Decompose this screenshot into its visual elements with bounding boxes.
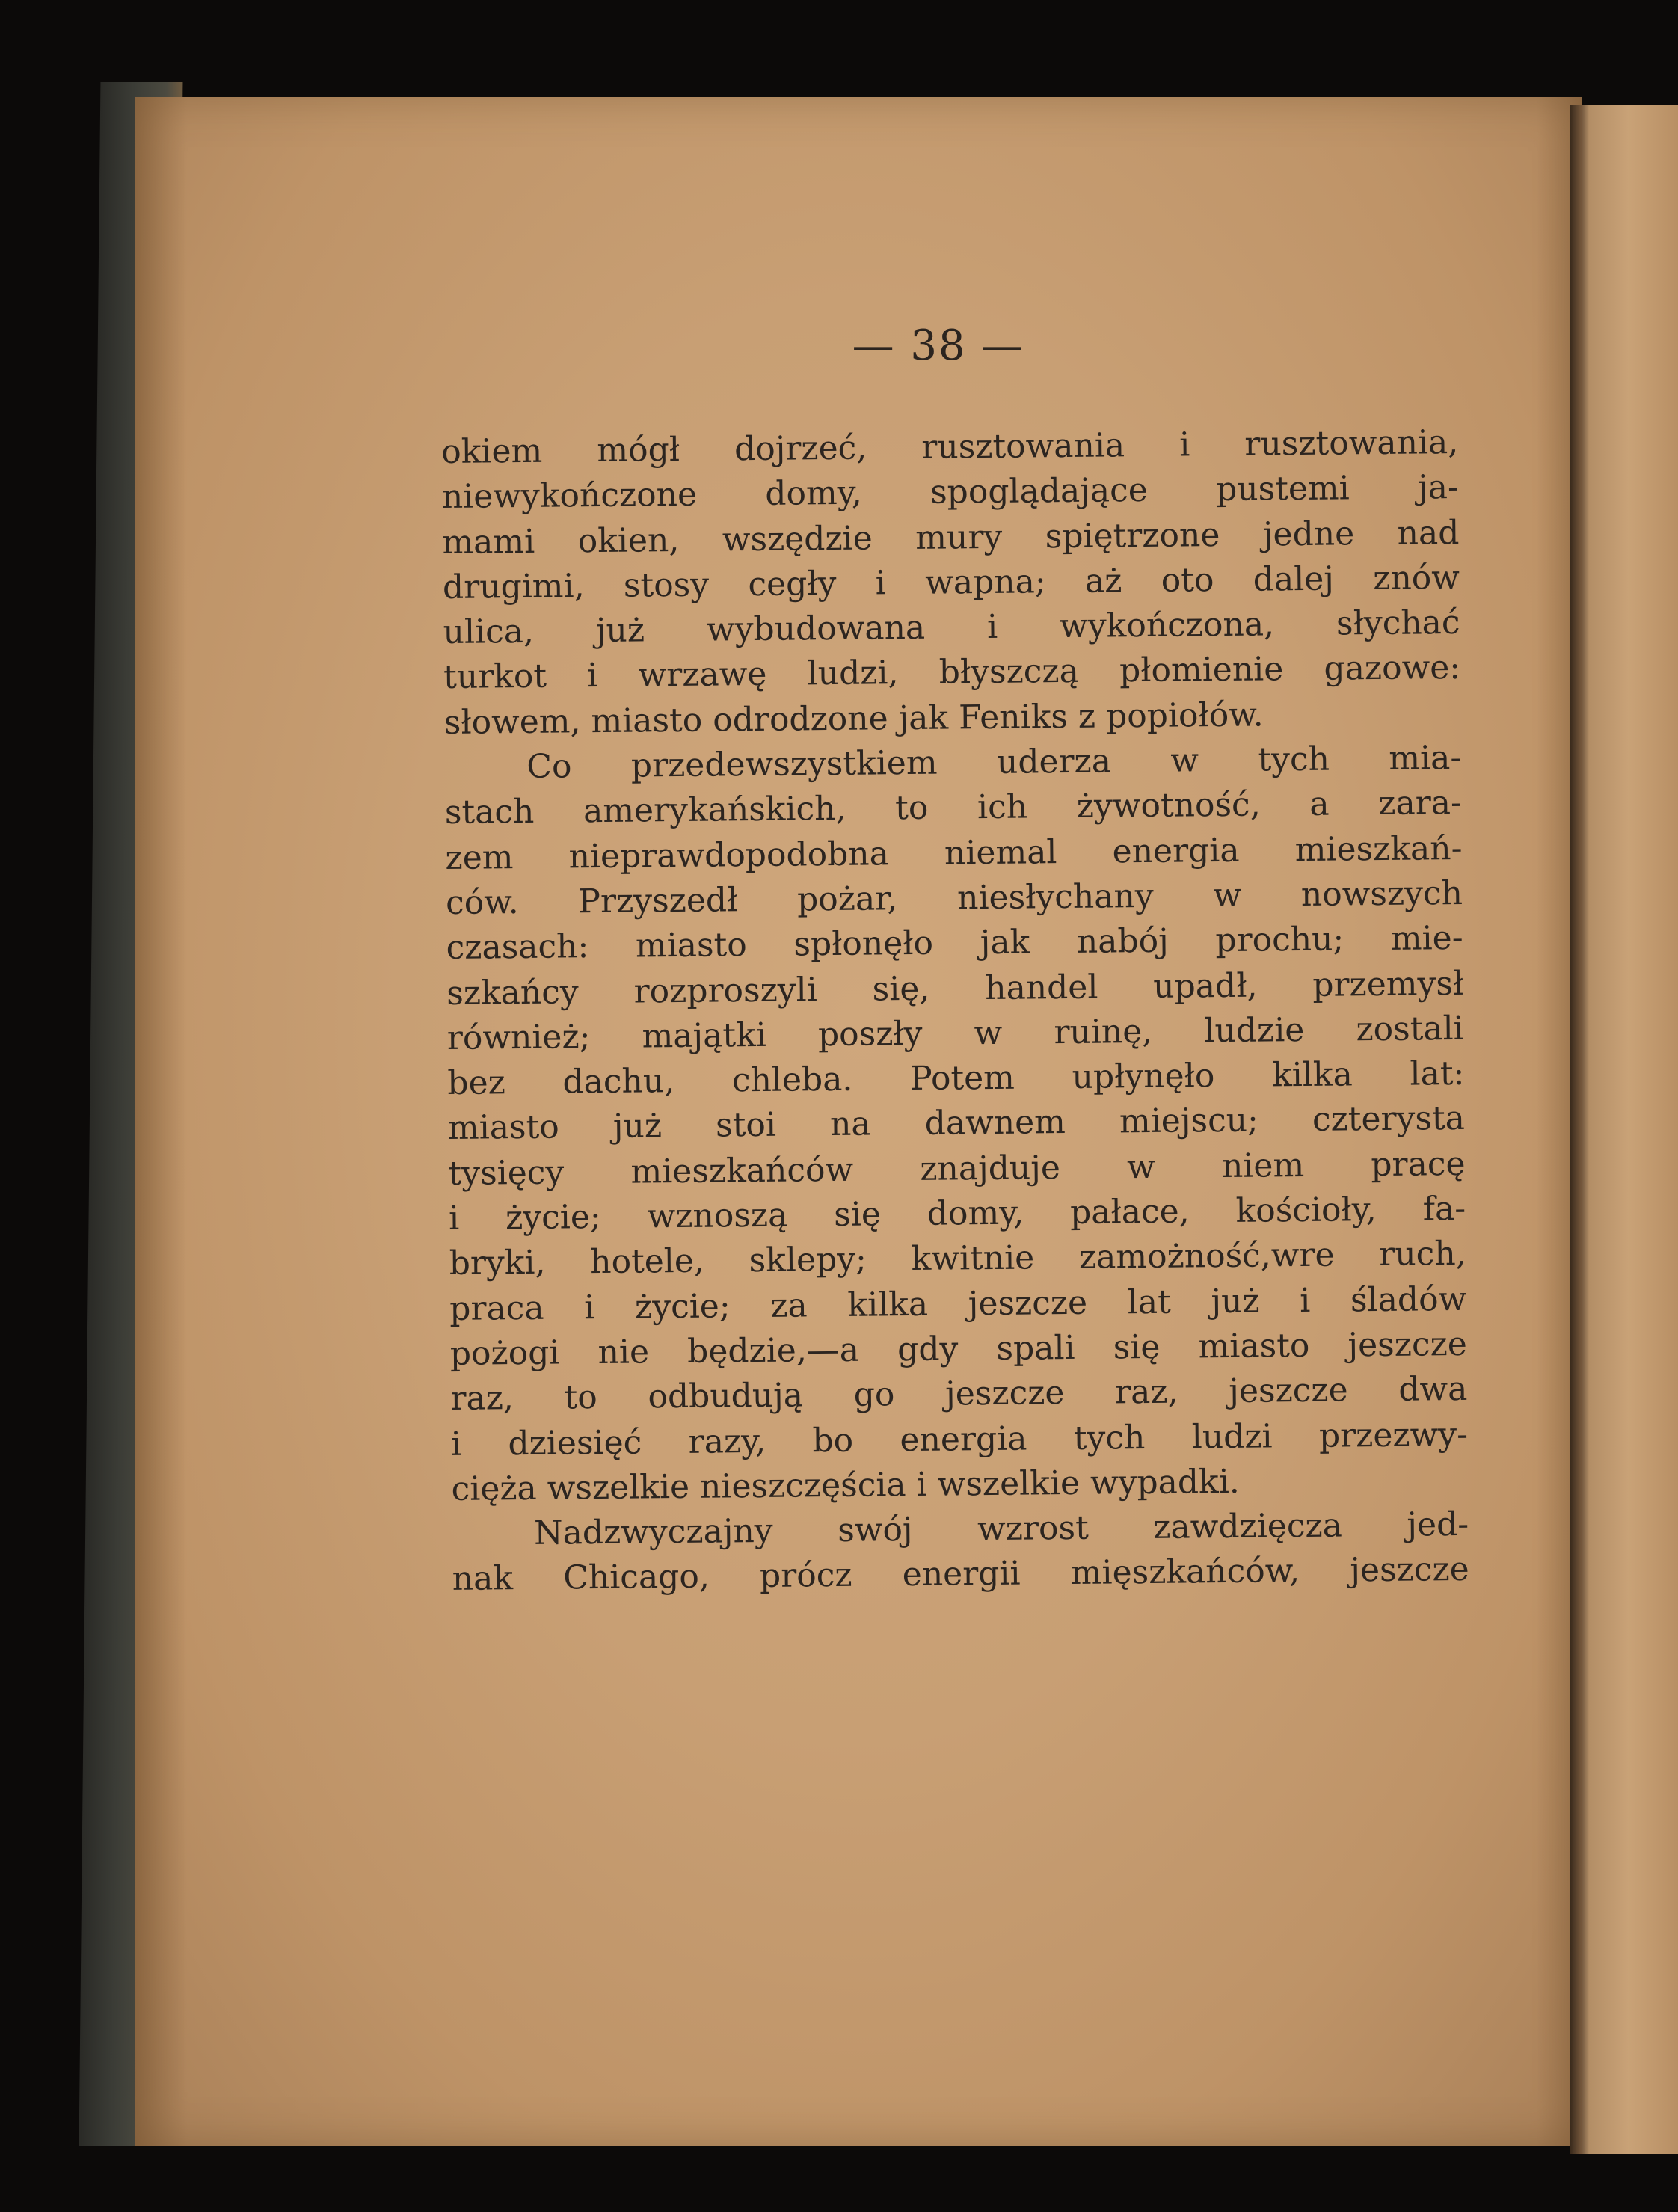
text-line: ulica, już wybudowana i wykończona, słychać bbox=[443, 603, 1460, 652]
text-line: drugimi, stosy cegły i wapna; aż oto dalej znów bbox=[442, 558, 1460, 606]
text-line: bryki, hotele, sklepy; kwitnie zamożność,wre ruch, bbox=[449, 1235, 1466, 1283]
text-line: czasach: miasto spłonęło jak nabój prochu; mie- bbox=[446, 919, 1463, 968]
text-line: i życie; wznoszą się domy, pałace, kościoły, fa- bbox=[448, 1189, 1466, 1238]
text-line: Co przedewszystkiem uderza w tych mia- bbox=[526, 739, 1462, 787]
text-line: również; majątki poszły w ruinę, ludzie zostali bbox=[446, 1009, 1464, 1057]
text-line: praca i życie; za kilka jeszcze lat już i śladów bbox=[449, 1279, 1467, 1328]
text-line: cięża wszelkie nieszczęścia i wszelkie wypadki. bbox=[451, 1462, 1240, 1508]
text-line: miasto już stoi na dawnem miejscu; czterysta bbox=[447, 1099, 1466, 1148]
next-page-edge bbox=[1579, 105, 1678, 2154]
text-line: okiem mógł dojrzeć, rusztowania i rusztowania, bbox=[441, 423, 1459, 471]
text-line: ców. Przyszedł pożar, niesłychany w nowszych bbox=[445, 873, 1463, 922]
page-gutter bbox=[1570, 105, 1582, 2154]
page-number: — 38 — bbox=[852, 322, 1025, 370]
text-line: turkot i wrzawę ludzi, błyszczą płomienie gazowe: bbox=[443, 648, 1461, 697]
text-line: stach amerykańskich, to ich żywotność, a zara- bbox=[444, 784, 1463, 832]
text-line: Nadzwyczajny swój wzrost zawdzięcza jed- bbox=[533, 1505, 1469, 1552]
body-text bbox=[441, 420, 1469, 1603]
text-line: bez dachu, chleba. Potem upłynęło kilka lat: bbox=[447, 1054, 1465, 1103]
text-line: pożogi nie będzie,—a gdy spali się miasto jeszcze bbox=[449, 1324, 1468, 1373]
text-line: i dziesięć razy, bo energia tych ludzi przezwy- bbox=[450, 1415, 1469, 1463]
text-line: zem nieprawdopodobna niemal energia mieszkań- bbox=[445, 829, 1463, 877]
text-line: nak Chicago, prócz energii mięszkańców, jeszcze bbox=[452, 1550, 1469, 1599]
text-line: mami okien, wszędzie mury spiętrzone jedne nad bbox=[442, 513, 1460, 562]
text-line: raz, to odbudują go jeszcze raz, jeszcze dwa bbox=[450, 1370, 1468, 1419]
text-line: tysięcy mieszkańców znajduje w niem pracę bbox=[448, 1144, 1466, 1193]
text-line: szkańcy rozproszyli się, handel upadł, przemysł bbox=[446, 964, 1464, 1013]
text-line: słowem, miasto odrodzone jak Feniks z popiołów. bbox=[443, 695, 1264, 742]
text-line: niewykończone domy, spoglądające pustemi ja- bbox=[441, 468, 1460, 517]
